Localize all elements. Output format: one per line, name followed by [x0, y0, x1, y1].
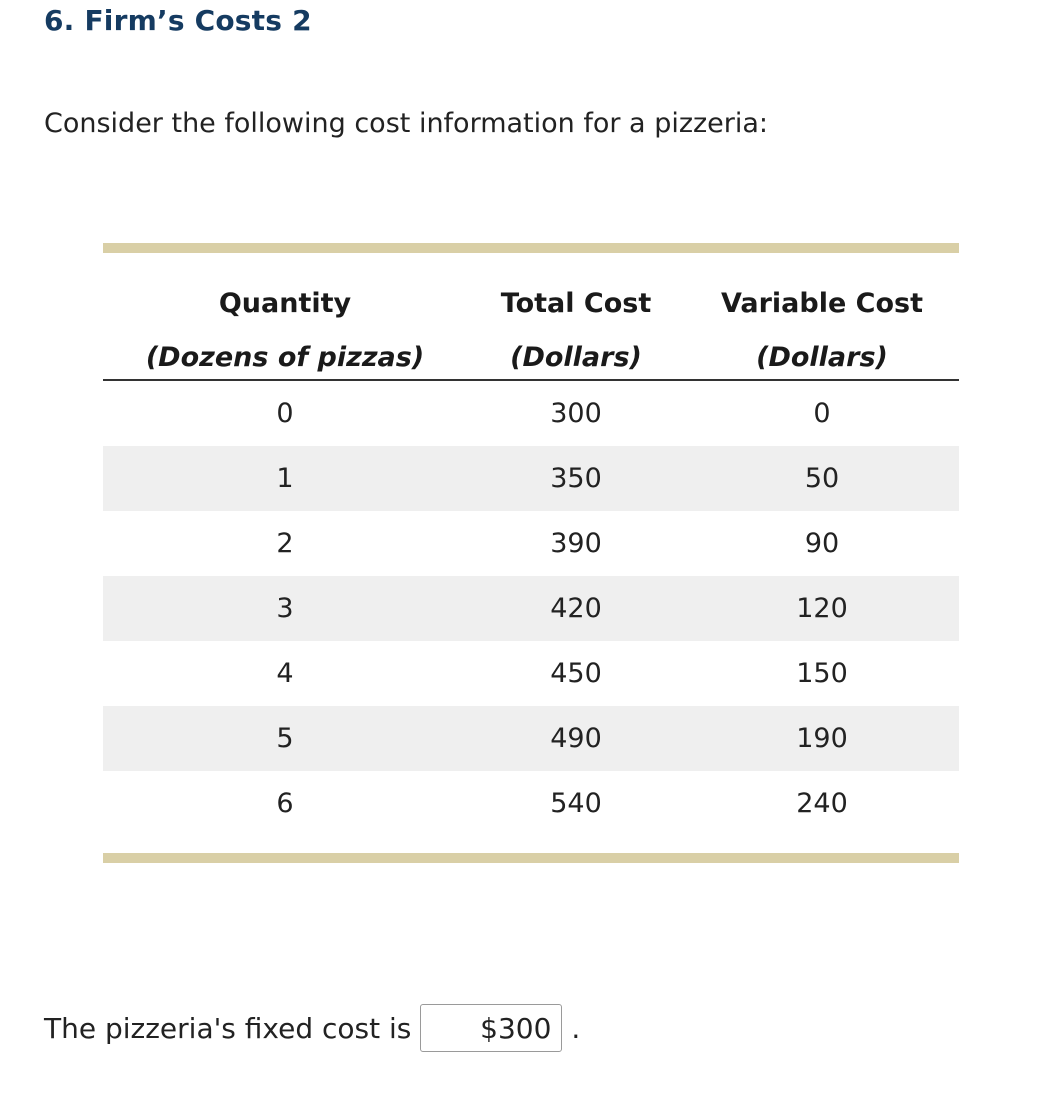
fixed-cost-input[interactable]: $300	[420, 1004, 562, 1052]
variable-cost-cell: 240	[796, 788, 848, 819]
variable-cost-cell: 0	[813, 398, 831, 429]
answer-line	[44, 1002, 580, 1054]
cost-table	[103, 243, 959, 863]
table-row	[103, 446, 959, 511]
total-cost-cell: 420	[550, 593, 602, 624]
table-row	[103, 771, 959, 836]
answer-prompt: The pizzeria's fixed cost is	[44, 1011, 412, 1045]
variable-cost-cell: 150	[796, 658, 848, 689]
quantity-cell: 3	[276, 593, 294, 624]
table-row	[103, 641, 959, 706]
total-cost-cell: 450	[550, 658, 602, 689]
variable-cost-cell: 90	[804, 528, 840, 559]
header-total-cost: Total Cost	[500, 288, 652, 319]
question-title: 6. Firm’s Costs 2	[44, 4, 312, 37]
table-bottom-rule	[103, 853, 959, 863]
total-cost-cell: 540	[550, 788, 602, 819]
table-row	[103, 381, 959, 446]
variable-cost-cell: 120	[796, 593, 848, 624]
variable-cost-cell: 190	[796, 723, 848, 754]
header-total-cost-unit: (Dollars)	[510, 342, 642, 373]
header-quantity: Quantity	[218, 288, 352, 319]
quantity-cell: 4	[276, 658, 294, 689]
quantity-cell: 1	[276, 463, 294, 494]
question-intro: Consider the following cost information for a pizzeria:	[44, 108, 769, 139]
table-row	[103, 706, 959, 771]
total-cost-cell: 390	[550, 528, 602, 559]
header-quantity-unit: (Dozens of pizzas)	[145, 342, 425, 373]
header-variable-cost: Variable Cost	[720, 288, 924, 319]
quantity-cell: 2	[276, 528, 294, 559]
table-header	[103, 253, 959, 381]
quantity-cell: 5	[276, 723, 294, 754]
table-top-rule	[103, 243, 959, 253]
total-cost-cell: 300	[550, 398, 602, 429]
total-cost-cell: 490	[550, 723, 602, 754]
table-row	[103, 576, 959, 641]
table-row	[103, 511, 959, 576]
total-cost-cell: 350	[550, 463, 602, 494]
variable-cost-cell: 50	[804, 463, 840, 494]
quantity-cell: 6	[276, 788, 294, 819]
answer-period: .	[571, 1011, 581, 1045]
quantity-cell: 0	[276, 398, 294, 429]
header-variable-cost-unit: (Dollars)	[756, 342, 888, 373]
